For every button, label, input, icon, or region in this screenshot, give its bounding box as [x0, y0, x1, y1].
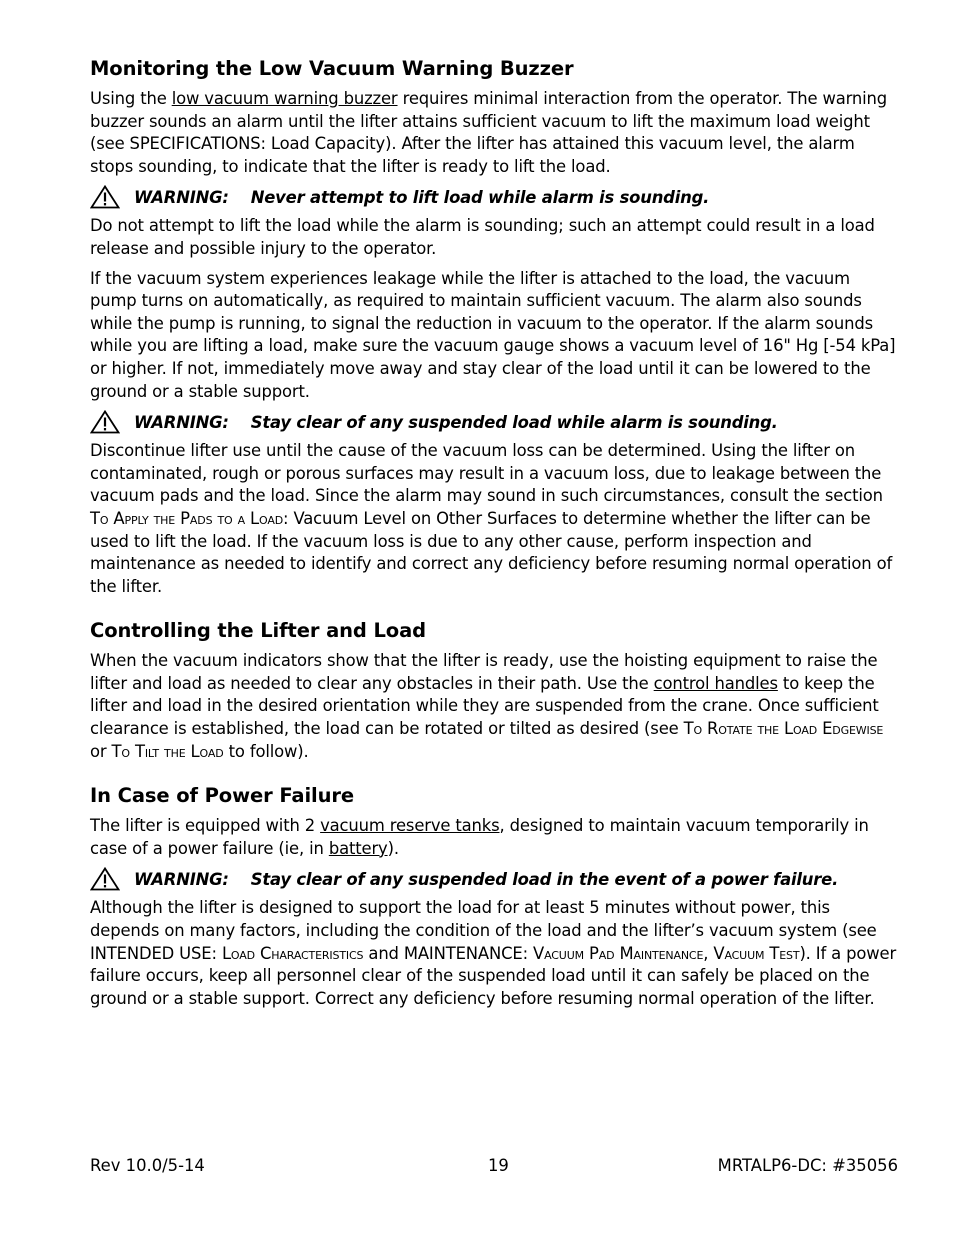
text-run: ).: [387, 838, 399, 858]
paragraph-buzzer-intro: [90, 88, 898, 178]
text-run: Using the: [90, 89, 172, 108]
warning-triangle-icon: [90, 185, 120, 209]
warning-stay-clear-alarm: [90, 410, 898, 434]
text-run: or: [90, 741, 112, 761]
page-footer: [90, 1156, 898, 1180]
warning-label: WARNING:: [134, 412, 229, 432]
section-reference: To Rotate the Load Edgewise: [683, 719, 884, 739]
warning-label: WARNING:: [134, 187, 229, 207]
section-reference: Load Characteristics: [221, 943, 364, 963]
text-run: ,: [703, 943, 714, 963]
warning-triangle-icon: [90, 867, 120, 891]
warning-power-failure: [90, 867, 898, 891]
paragraph-controlling: [90, 650, 898, 763]
warning-text: Stay clear of any suspended load while alarm is sounding.: [250, 412, 778, 432]
paragraph-power-failure-support: [90, 897, 898, 1010]
footer-revision: Rev 10.0/5-14: [90, 1156, 205, 1175]
warning-label: WARNING:: [134, 869, 229, 889]
text-run: ). If a power failure occurs, keep all personnel clear of the suspended load until it can safely be placed on the ground or a stable support. Correct any deficiency before resuming normal operation of the lifter.: [90, 943, 897, 1008]
link-vacuum-reserve-tanks: vacuum reserve tanks: [320, 816, 500, 836]
footer-document-id: MRTALP6-DC: #35056: [717, 1156, 898, 1175]
warning-text: Stay clear of any suspended load in the event of a power failure.: [250, 869, 839, 889]
text-run: : Vacuum Level on Other Surfaces to determine whether the lifter can be used to lift the load. If the vacuum loss is due to any other cause, perform inspection and maintenance as needed to identify and correct any deficiency before resuming normal operation of the lifter.: [90, 508, 893, 596]
text-run: Although the lifter is designed to support the load for at least 5 minutes without power, this depends on many factors, including the condition of the load and the lifter’s vacuum system (see INTENDED USE:: [90, 898, 877, 963]
heading-controlling-lifter: Controlling the Lifter and Load: [90, 619, 426, 643]
link-control-handles: control handles: [653, 673, 778, 693]
section-reference: Vacuum Test: [713, 943, 800, 963]
text-run: requires minimal interaction from the operator. The warning buzzer sounds an alarm until the lifter attains sufficient vacuum to lift the maximum load weight (see SPECIFICATIONS: Load Capacity). After the lifter has attained this vacuum level, the alarm stops sounding, to indicate that the lifter is ready to lift the load.: [90, 89, 888, 176]
text-run: to keep the lifter and load in the desired orientation while they are suspended from the crane. Once sufficient clearance is established, the load can be rotated or tilted as desired (see: [90, 673, 879, 739]
warning-alarm-sounding: [90, 185, 898, 209]
paragraph-reserve-tanks: [90, 815, 898, 860]
heading-monitoring-buzzer: Monitoring the Low Vacuum Warning Buzzer: [90, 57, 574, 80]
paragraph-vacuum-leakage: If the vacuum system experiences leakage while the lifter is attached to the load, the vacuum pump turns on automatically, as required to maintain sufficient vacuum. The alarm also sounds while the pump is running, to signal the reduction in vacuum to the operator. If the alarm sounds while you are lifting a load, make sure the vacuum gauge shows a vacuum level of 16" Hg [-54 kPa] or higher. If not, immediately move away and stay clear of the load until it can be lowered to the ground or a stable support.: [90, 268, 896, 401]
link-battery: battery: [328, 838, 388, 858]
link-low-vacuum-warning-buzzer: low vacuum warning buzzer: [171, 89, 398, 108]
text-run: The lifter is equipped with 2: [90, 816, 321, 836]
text-run: Discontinue lifter use until the cause of the vacuum loss can be determined. Using the lifter on contaminated, rough or porous surfaces may result in a vacuum loss, due to leakage between the vacuum pads and the load. Since the alarm may sound in such circumstances, consult the section: [90, 441, 883, 506]
document-body: [90, 56, 898, 1017]
heading-power-failure: In Case of Power Failure: [90, 784, 355, 808]
text-run: When the vacuum indicators show that the lifter is ready, use the hoisting equipment to raise the lifter and load as needed to clear any obstacles in their path. Use the: [90, 651, 878, 693]
text-run: to follow).: [223, 741, 309, 761]
section-reference: To Apply the Pads to a Load: [90, 508, 284, 528]
section-reference: Vacuum Pad Maintenance: [533, 943, 704, 963]
text-run: , designed to maintain vacuum temporarily in case of a power failure (ie, in: [90, 816, 869, 858]
warning-triangle-icon: [90, 410, 120, 434]
warning-text: Never attempt to lift load while alarm is sounding.: [250, 187, 710, 207]
text-run: and MAINTENANCE:: [363, 943, 534, 963]
paragraph-do-not-lift: Do not attempt to lift the load while the alarm is sounding; such an attempt could result in a load release and possible injury to the operator.: [90, 216, 875, 258]
section-reference: To Tilt the Load: [111, 741, 224, 761]
paragraph-discontinue-use: [90, 440, 898, 598]
footer-page-number: 19: [488, 1156, 509, 1175]
